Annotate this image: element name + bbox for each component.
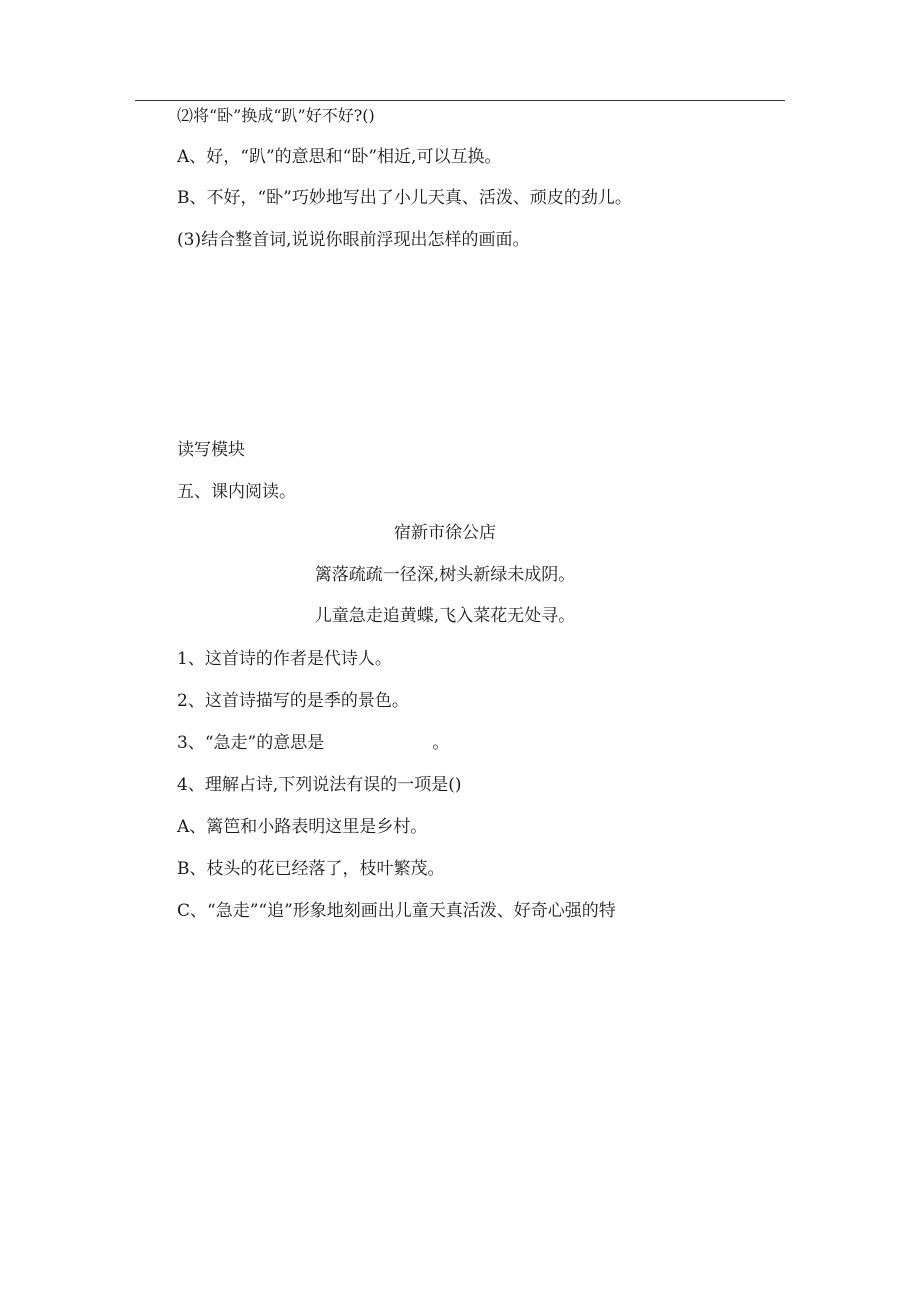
poem-line-1: 篱落疏疏一径深,树头新绿未成阴。 xyxy=(314,565,576,585)
reading-question-1: 1、这首诗的作者是代诗人。 xyxy=(177,649,392,669)
poem-line-2: 儿童急走追黄蝶,飞入菜花无处寻。 xyxy=(314,606,576,626)
module-title: 读写模块 xyxy=(177,440,245,460)
question-2: ⑵将“卧”换成“趴”好不好?() xyxy=(177,106,375,125)
reading-question-4-option-a: A、篱笆和小路表明这里是乡村。 xyxy=(177,817,428,837)
reading-question-3: 3、“急走”的意思是 。 xyxy=(177,733,450,753)
question-3: (3)结合整首词,说说你眼前浮现出怎样的画面。 xyxy=(177,230,530,250)
poem-title: 宿新市徐公店 xyxy=(394,523,496,543)
question-2-option-b: B、不好，“卧”巧妙地写出了小儿天真、活泼、顽皮的劲儿。 xyxy=(177,188,632,208)
reading-question-4: 4、理解占诗,下列说法有误的一项是() xyxy=(177,775,462,795)
reading-question-4-option-b: B、枝头的花已经落了，枝叶繁茂。 xyxy=(177,859,445,879)
reading-question-4-option-c: C、“急走”“追”形象地刻画出儿童天真活泼、好奇心强的特 xyxy=(177,901,616,921)
question-2-option-a: A、好，“趴”的意思和“卧”相近,可以互换。 xyxy=(177,147,502,167)
section-title: 五、课内阅读。 xyxy=(177,482,296,502)
header-rule xyxy=(135,100,785,101)
reading-question-2: 2、这首诗描写的是季的景色。 xyxy=(177,691,409,711)
